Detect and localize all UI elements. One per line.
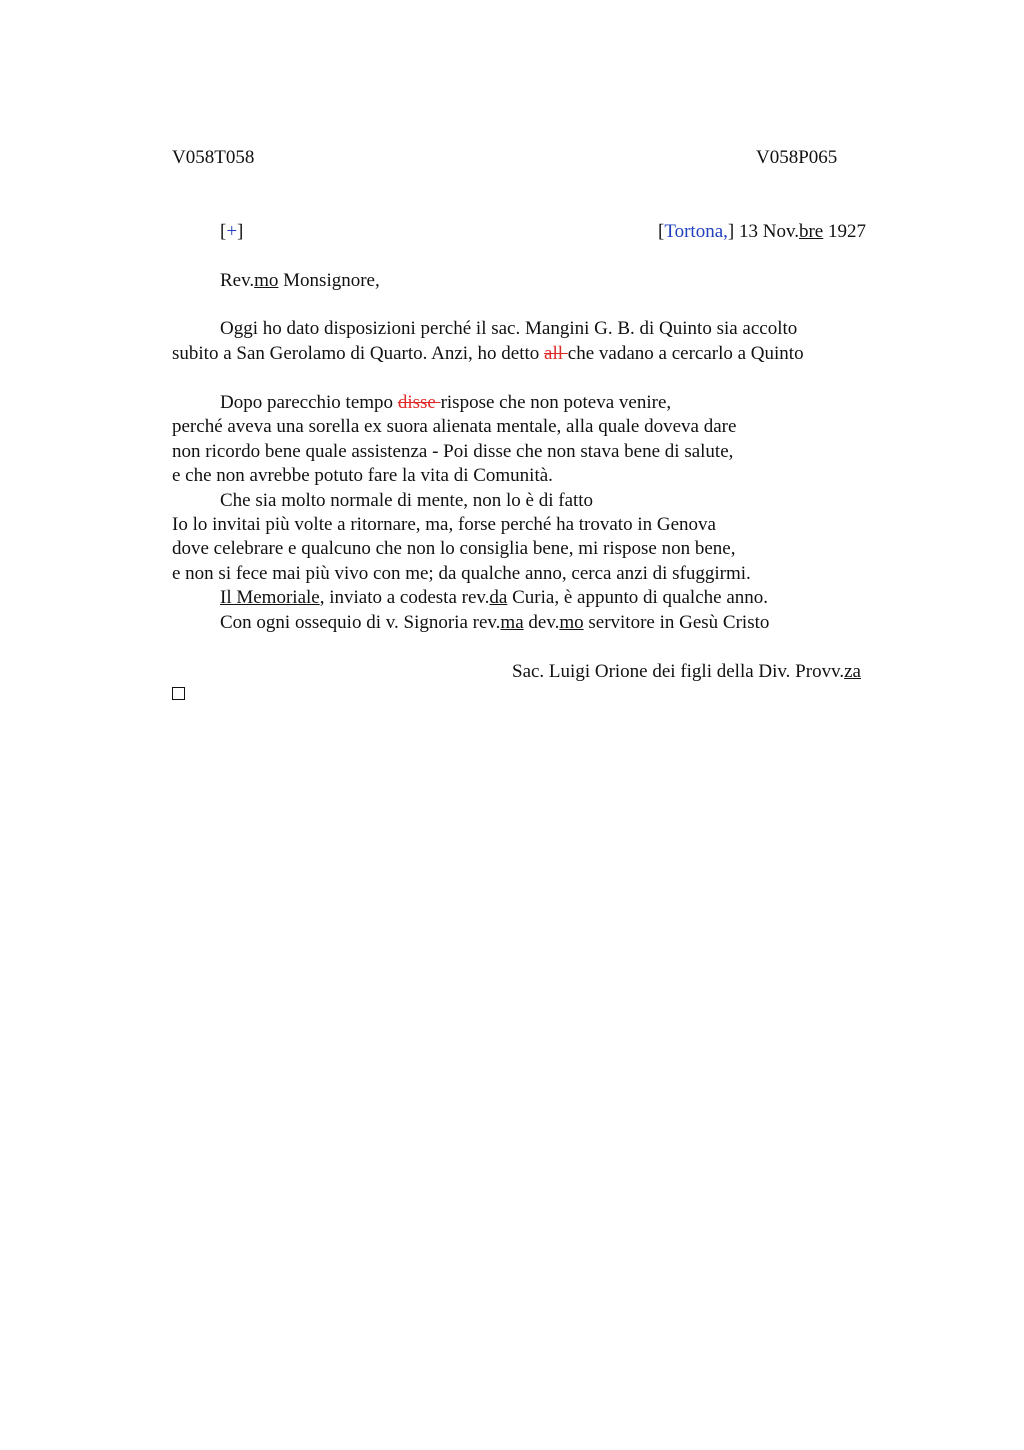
cross-mark: [220, 220, 243, 244]
document-code-right: V058P065: [756, 147, 838, 168]
closing-b: dev.: [523, 612, 560, 633]
para2-line8: e non si fece mai più vivo con me; da qualche anno, cerca anzi di sfuggirmi.: [172, 563, 751, 584]
para1-line2-b: che vadano a cercarlo a Quinto: [567, 343, 804, 364]
para2-line1-a: Dopo parecchio tempo: [220, 392, 398, 413]
abbrev-da: da: [489, 587, 508, 608]
closing-line: [220, 611, 769, 635]
place-name: Tortona,: [664, 221, 728, 242]
signature: [512, 660, 861, 684]
place-bracket-open: [: [658, 221, 665, 242]
date-prefix: 13 Nov.: [734, 221, 799, 242]
signature-abbrev: za: [844, 661, 861, 682]
para2-line9-a: , inviato a codesta rev.: [319, 587, 490, 608]
bracket-close: ]: [237, 221, 244, 242]
end-square-icon: [172, 687, 185, 700]
cross-symbol: +: [226, 221, 238, 242]
para2-line5: Che sia molto normale di mente, non lo è di fatto: [220, 490, 594, 511]
place-bracket-close: ]: [727, 221, 735, 242]
abbrev-ma: ma: [500, 612, 524, 633]
para2-line3: non ricordo bene quale assistenza - Poi disse che non stava bene di salute,: [172, 441, 734, 462]
bracket-open: [: [220, 221, 227, 242]
salutation-abbrev: mo: [254, 270, 279, 291]
para2-line7: dove celebrare e qualcuno che non lo consiglia bene, mi rispose non bene,: [172, 538, 736, 559]
document-code-left: V058T058: [172, 147, 255, 168]
para2-line9: [220, 586, 768, 610]
para2-line2: perché aveva una sorella ex suora alienata mentale, alla quale doveva dare: [172, 416, 737, 437]
para2-line6: Io lo invitai più volte a ritornare, ma, forse perché ha trovato in Genova: [172, 514, 716, 535]
para1-line1: Oggi ho dato disposizioni perché il sac. Mangini G. B. di Quinto sia accolto: [220, 318, 798, 339]
para1-line2: [172, 342, 804, 366]
dateline: [658, 220, 866, 244]
abbrev-mo: mo: [559, 612, 584, 633]
deleted-word: disse: [397, 392, 441, 413]
date-year: 1927: [823, 221, 866, 242]
signature-text: Sac. Luigi Orione dei figli della Div. Provv.: [512, 661, 845, 682]
para2-line9-b: Curia, è appunto di qualche anno.: [507, 587, 769, 608]
para2-line4: e che non avrebbe potuto fare la vita di Comunità.: [172, 465, 553, 486]
date-abbrev: bre: [798, 221, 824, 242]
para2-line1-b: rispose che non poteva venire,: [440, 392, 672, 413]
para2-line1: [220, 391, 671, 415]
salutation-rest: Monsignore,: [278, 270, 380, 291]
closing-a: Con ogni ossequio di v. Signoria rev.: [220, 612, 501, 633]
para1-line2-a: subito a San Gerolamo di Quarto. Anzi, ho detto: [172, 343, 545, 364]
memoriale-title: Il Memoriale: [220, 587, 320, 608]
closing-c: servitore in Gesù Cristo: [583, 612, 770, 633]
salutation: [220, 269, 380, 293]
deleted-word: all: [544, 343, 568, 364]
salutation-prefix: Rev.: [220, 270, 255, 291]
